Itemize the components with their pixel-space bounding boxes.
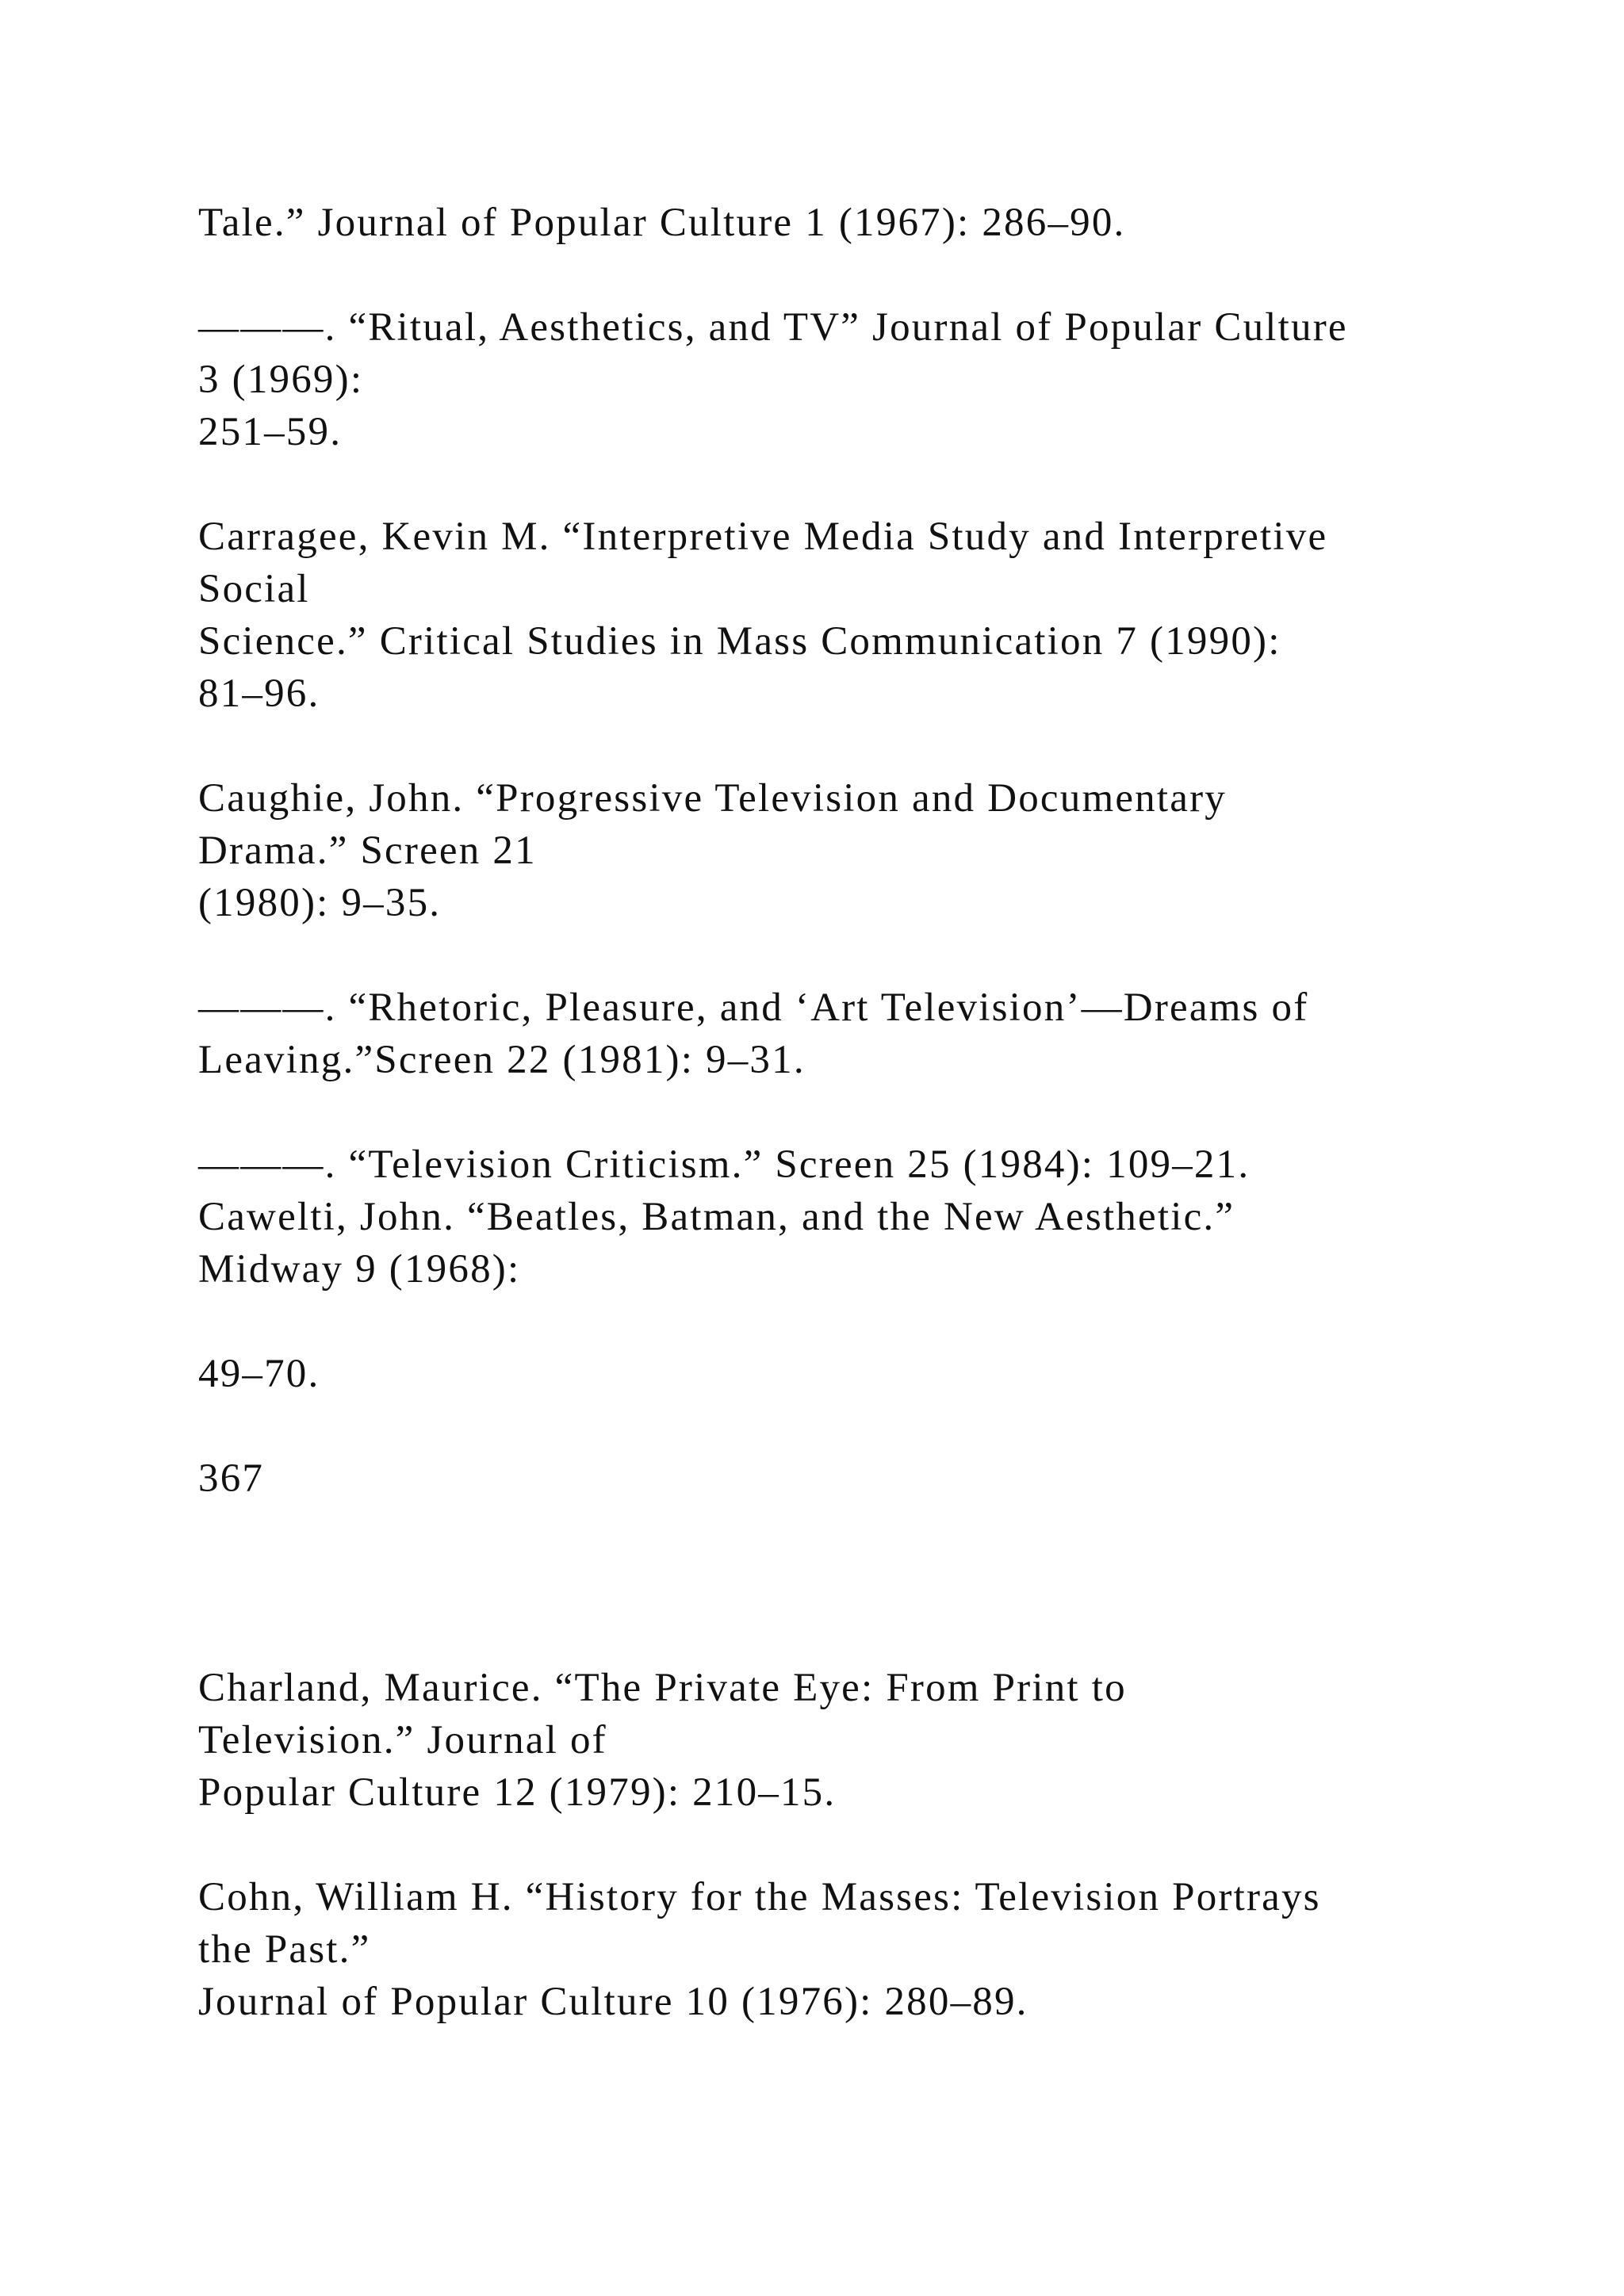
bibliography-line: 49–70.	[198, 1352, 320, 1396]
bibliography-line: the Past.”	[198, 1927, 371, 1972]
bibliography-line: Cohn, William H. “History for the Masses: Television Portrays	[198, 1875, 1321, 1919]
bibliography-line: 3 (1969):	[198, 358, 364, 402]
bibliography-line: Television.” Journal of	[198, 1718, 607, 1762]
bibliography-line: Carragee, Kevin M. “Interpretive Media Study and Interpretive	[198, 515, 1328, 559]
bibliography-line: ———. “Rhetoric, Pleasure, and ‘Art Television’—Dreams of	[198, 985, 1309, 1030]
bibliography-line: ———. “Television Criticism.” Screen 25 (1984): 109–21.	[198, 1142, 1251, 1187]
bibliography-line: Midway 9 (1968):	[198, 1247, 521, 1292]
bibliography-line: (1980): 9–35.	[198, 881, 442, 925]
bibliography-line: Science.” Critical Studies in Mass Communication 7 (1990):	[198, 619, 1281, 664]
bibliography-line: Cawelti, John. “Beatles, Batman, and the New Aesthetic.”	[198, 1195, 1235, 1239]
bibliography-line: 81–96.	[198, 672, 320, 716]
page-number: 367	[198, 1456, 265, 1501]
bibliography-line: 251–59.	[198, 410, 343, 454]
bibliography-line: Caughie, John. “Progressive Television and Documentary	[198, 776, 1227, 821]
bibliography-line: ———. “Ritual, Aesthetics, and TV” Journal of Popular Culture	[198, 305, 1348, 350]
bibliography-line: Tale.” Journal of Popular Culture 1 (1967): 286–90.	[198, 201, 1126, 245]
bibliography-line: Popular Culture 12 (1979): 210–15.	[198, 1770, 837, 1815]
bibliography-line: Charland, Maurice. “The Private Eye: From Print to	[198, 1666, 1127, 1710]
bibliography-line: Journal of Popular Culture 10 (1976): 280–89.	[198, 1980, 1028, 2024]
bibliography-line: Leaving.”Screen 22 (1981): 9–31.	[198, 1038, 806, 1082]
bibliography-line: Social	[198, 567, 310, 611]
bibliography-line: Drama.” Screen 21	[198, 828, 537, 873]
